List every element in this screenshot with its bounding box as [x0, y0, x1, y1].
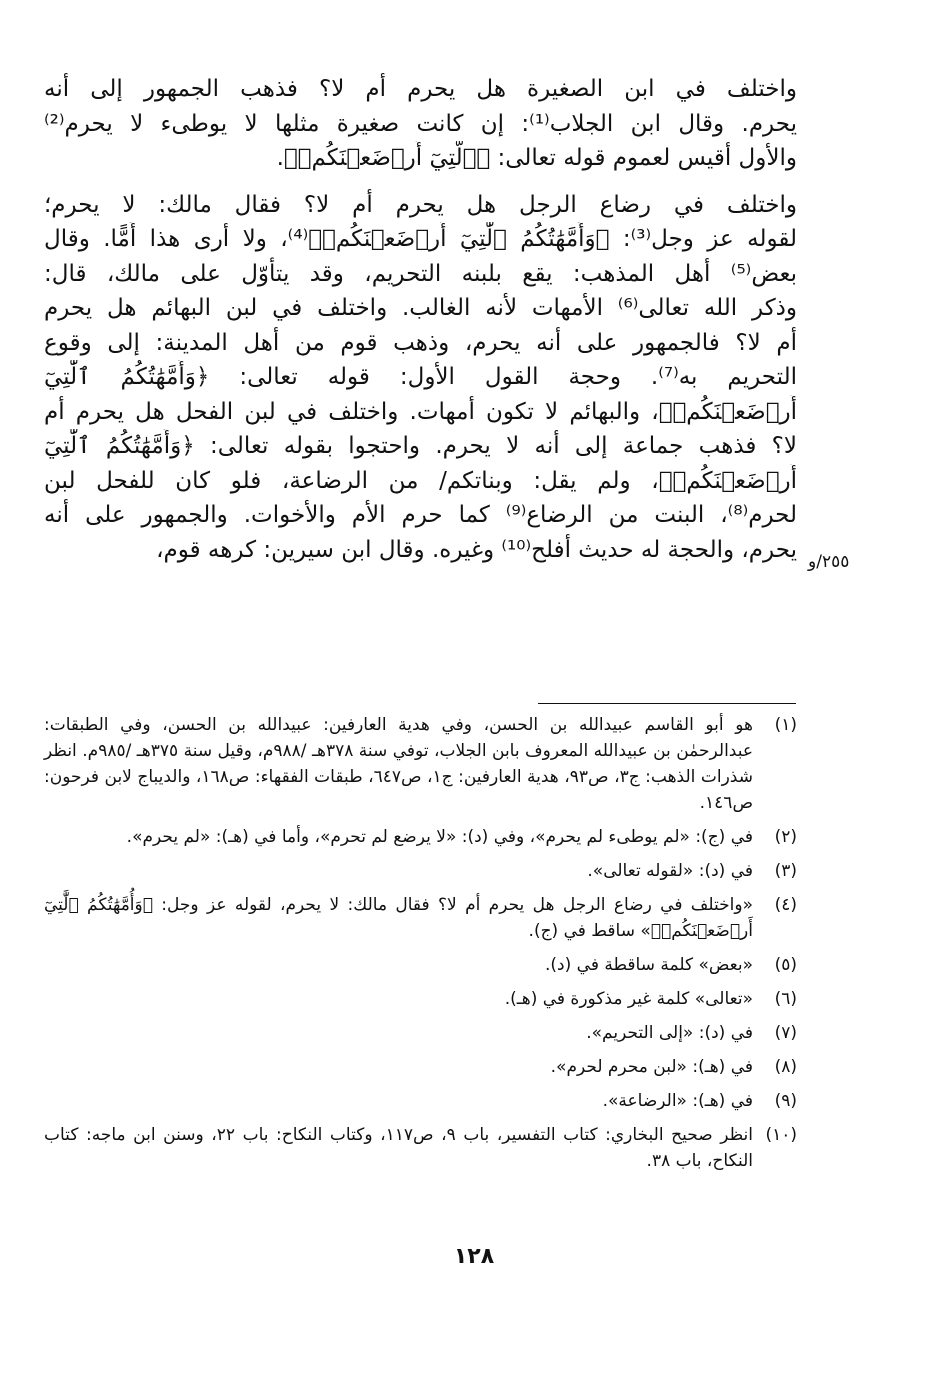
- footnote-text: «بعض» كلمة ساقطة في (د).: [545, 955, 753, 975]
- footnote-number: (١): [774, 715, 797, 735]
- footnote-text: في (هـ): «الرضاعة».: [602, 1091, 753, 1111]
- footnote: [44, 1054, 797, 1080]
- footnotes: [44, 712, 797, 1182]
- manuscript-folio-marker: ٢٥٥/و: [808, 552, 850, 572]
- footnote-number: (٦): [774, 989, 797, 1009]
- footnote: [44, 952, 797, 978]
- footnote: [44, 712, 797, 816]
- footnote-number: (١٠): [765, 1125, 797, 1145]
- text-line: يحرم، والحجة له حديث أفلح⁽¹⁰⁾ وغيره. وقال ابن سيرين: كرهه قوم،: [156, 536, 797, 563]
- footnote-number: (٤): [774, 895, 797, 915]
- footnote-number: (٧): [774, 1023, 797, 1043]
- footnote-number: (٩): [774, 1091, 797, 1111]
- footnote-text: في (هـ): «لبن محرم لحرم».: [550, 1057, 753, 1077]
- footnote: [44, 892, 797, 944]
- footnote-text: في (د): «لقوله تعالى».: [587, 861, 753, 881]
- text-line: أَرۡضَعۡنَكُمۡ﴾، ولم يقل: وبناتكم/ من الرضاعة، فلو كان للفحل لبن: [44, 467, 797, 494]
- text-line: واختلف في ابن الصغيرة هل يحرم أم لا؟ فذهب الجمهور إلى أنه: [44, 76, 797, 102]
- text-line: لقوله عز وجل⁽³⁾: ﴿وَأُمَّهَٰتُكُمُ ٱلَّٰتِيٓ أَرۡضَعۡنَكُمۡ﴾⁽⁴⁾، ولا أرى هذا أُمًّا. وقال: [44, 226, 797, 252]
- text-line: والأول أقيس لعموم قوله تعالى: ﴿ٱلَّتِيٓ أَرۡضَعۡنَكُمۡ﴾.: [276, 145, 797, 171]
- text-line: لحرم⁽⁸⁾، البنت من الرضاع⁽⁹⁾ كما حرم الأم والأخوات. والجمهور على أنه: [44, 502, 797, 528]
- paragraph-ibn-saghira: [44, 72, 797, 176]
- footnote: [44, 1020, 797, 1046]
- text-line: واختلف في رضاع الرجل هل يحرم أم لا؟ فقال مالك: لا يحرم؛: [44, 191, 797, 218]
- footnote-text: انظر صحيح البخاري: كتاب التفسير، باب ٩، ص١١٧، وكتاب النكاح: باب ٢٢، وسنن ابن ماجه: كتاب النكاح، باب ٣٨.: [44, 1125, 753, 1171]
- footnote-number: (٨): [774, 1057, 797, 1077]
- footnote: [44, 858, 797, 884]
- text-line: أم لا؟ فالجمهور على أنه يحرم، وذهب قوم من أهل المدينة: إلى وقوع: [44, 329, 797, 356]
- footnote: [44, 1088, 797, 1114]
- footnote-text: هو أبو القاسم عبيدالله بن الحسن، وفي هدية العارفين: عبيدالله بن الحسن، وفي الطبقات: عبدالرحمٰن بن عبيدالله المعروف بابن الجلاب، توفي سنة ٣٧٨هـ /٩٨٨م، وقيل سنة ٣٧٥هـ /٩٨٥م. انظر شذرات الذهب: ج٣، ص٩٣، هدية العارفين: ج١، ص٦٤٧، طبقات الفقهاء: ص١٦٨، والديباج لابن فرحون: ص١٤٦.: [44, 715, 754, 813]
- footnote-number: (٣): [774, 861, 797, 881]
- footnote-text: «تعالى» كلمة غير مذكورة في (هـ).: [504, 989, 753, 1009]
- paragraph-rada-rajul: [44, 188, 797, 568]
- footnote: [44, 824, 797, 850]
- footnote-number: (٢): [774, 827, 797, 847]
- text-line: وذكر الله تعالى⁽⁶⁾ الأمهات لأنه الغالب. واختلف في لبن البهائم هل يحرم: [44, 295, 797, 321]
- text-line: يحرم. وقال ابن الجلاب⁽¹⁾: إن كانت صغيرة مثلها لا يوطىء لا يحرم⁽²⁾: [44, 110, 797, 137]
- text-line: أَرۡضَعۡنَكُمۡ﴾، والبهائم لا تكون أمهات. واختلف في لبن الفحل هل يحرم أم: [44, 398, 797, 425]
- footnote-text: في (د): «إلى التحريم».: [586, 1023, 753, 1043]
- footnote-text: «واختلف في رضاع الرجل هل يحرم أم لا؟ فقال مالك: لا يحرم، لقوله عز وجل: ﴿وَأُمَّهَٰتُكُمُ ٱلَّٰتِيٓ أَرۡضَعۡنَكُمۡ﴾» ساقط في (ج).: [44, 895, 753, 941]
- footnote-separator: [538, 703, 796, 704]
- text-line: لا؟ فذهب جماعة إلى أنه لا يحرم. واحتجوا بقوله تعالى: ﴿وَأُمَّهَٰتُكُمُ ٱلَّٰتِيٓ: [44, 433, 797, 459]
- page-number: ١٢٨: [453, 1244, 495, 1269]
- main-text: [44, 72, 797, 567]
- footnote-text: في (ج): «لم يوطىء لم يحرم»، وفي (د): «لا يرضع لم تحرم»، وأما في (هـ): «لم يحرم».: [126, 827, 753, 847]
- footnote: [44, 1122, 797, 1174]
- footnote: [44, 986, 797, 1012]
- text-line: التحريم به⁽⁷⁾. وحجة القول الأول: قوله تعالى: ﴿وَأُمَّهَٰتُكُمُ ٱلَّٰتِيٓ: [44, 364, 797, 390]
- footnote-number: (٥): [774, 955, 797, 975]
- text-line: بعض⁽⁵⁾ أهل المذهب: يقع بلبنه التحريم، وقد يتأوّل على مالك، قال:: [44, 260, 797, 287]
